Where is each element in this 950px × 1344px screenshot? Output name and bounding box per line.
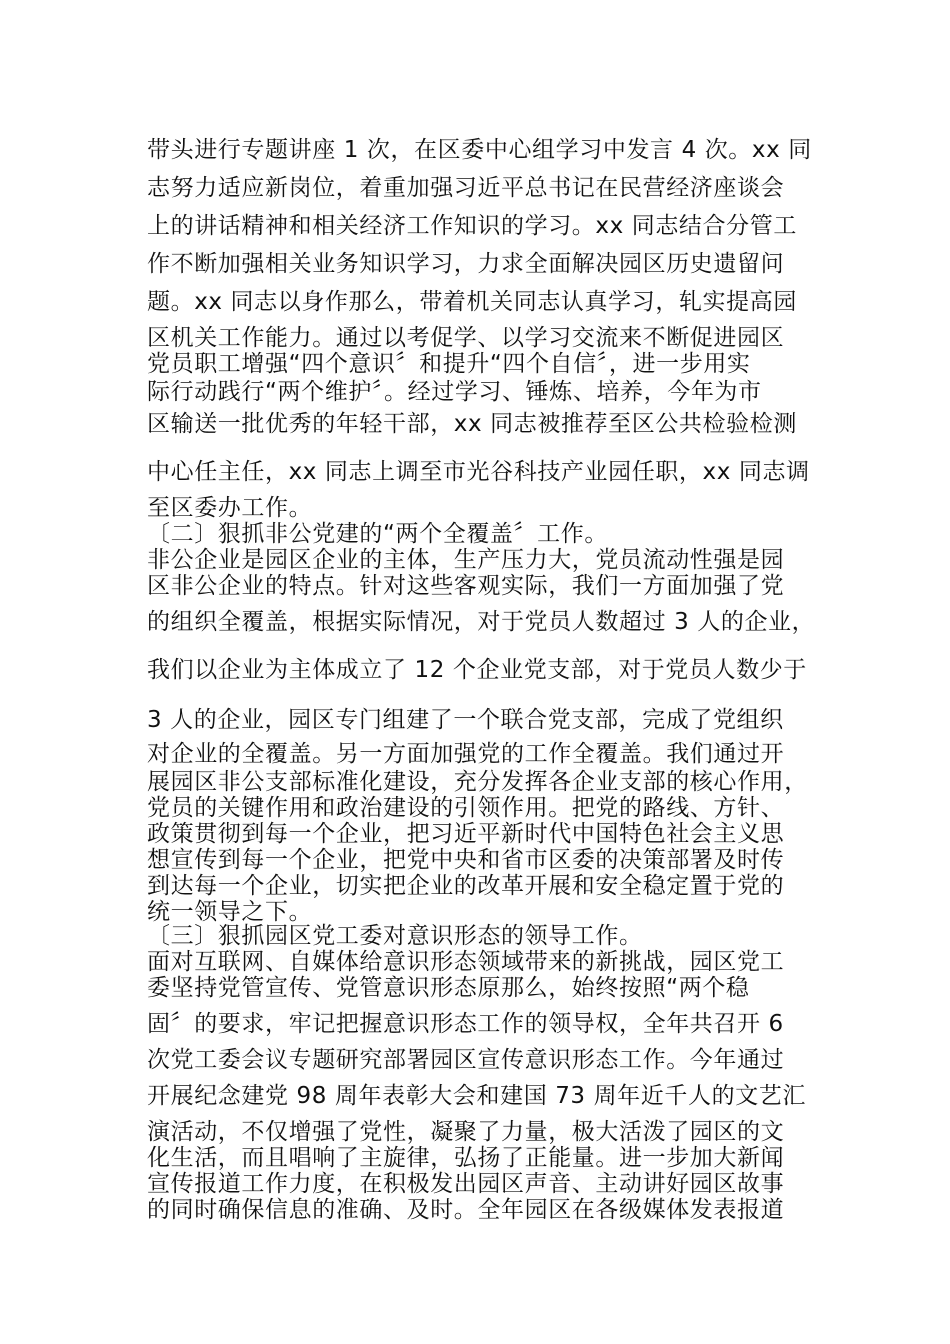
- text-line: 的组织全覆盖，根据实际情况，对于党员人数超过 3 人的企业，: [147, 609, 816, 635]
- text-line: 化生活，而且唱响了主旋律，弘扬了正能量。进一步加大新闻: [147, 1145, 785, 1171]
- text-line: 我们以企业为主体成立了 12 个企业党支部，对于党员人数少于: [147, 657, 807, 683]
- text-line: 区非公企业的特点。针对这些客观实际，我们一方面加强了党: [147, 573, 785, 599]
- text-line: 面对互联网、自媒体给意识形态领域带来的新挑战，园区党工: [147, 949, 785, 975]
- text-line: 区输送一批优秀的年轻干部，xx 同志被推荐至区公共检验检测: [147, 411, 797, 437]
- text-line: 至区委办工作。: [147, 495, 313, 521]
- text-line: 演活动，不仅增强了党性，凝聚了力量，极大活泼了园区的文: [147, 1119, 785, 1145]
- text-line: 次党工委会议专题研究部署园区宣传意识形态工作。今年通过: [147, 1047, 785, 1073]
- text-line: 区机关工作能力。通过以考促学、以学习交流来不断促进园区: [147, 325, 785, 351]
- text-line: 展园区非公支部标准化建设，充分发挥各企业支部的核心作用，: [147, 769, 808, 795]
- text-line: 的同时确保信息的准确、及时。全年园区在各级媒体发表报道: [147, 1197, 785, 1223]
- section-heading: 〔三〕狠抓园区党工委对意识形态的领导工作。: [147, 923, 643, 949]
- text-line: 3 人的企业，园区专门组建了一个联合党支部，完成了党组织: [147, 707, 784, 733]
- text-line: 非公企业是园区企业的主体，生产压力大，党员流动性强是园: [147, 547, 785, 573]
- text-line: 到达每一个企业，切实把企业的改革开展和安全稳定置于党的: [147, 873, 785, 899]
- text-line: 党员职工增强“四个意识〞和提升“四个自信〞，进一步用实: [147, 351, 751, 377]
- text-line: 委坚持党管宣传、党管意识形态原那么，始终按照“两个稳: [147, 975, 750, 1001]
- text-line: 中心任主任，xx 同志上调至市光谷科技产业园任职，xx 同志调: [147, 459, 810, 485]
- text-line: 党员的关键作用和政治建设的引领作用。把党的路线、方针、: [147, 795, 785, 821]
- text-line: 开展纪念建党 98 周年表彰大会和建国 73 周年近千人的文艺汇: [147, 1083, 806, 1109]
- text-line: 作不断加强相关业务知识学习，力求全面解决园区历史遗留问: [147, 251, 785, 277]
- text-line: 题。xx 同志以身作那么，带着机关同志认真学习，轧实提高园: [147, 289, 797, 315]
- text-line: 际行动践行“两个维护〞。经过学习、锤炼、培养，今年为市: [147, 379, 762, 405]
- text-line: 志努力适应新岗位，着重加强习近平总书记在民营经济座谈会: [147, 175, 785, 201]
- text-line: 固〞的要求，牢记把握意识形态工作的领导权，全年共召开 6: [147, 1011, 784, 1037]
- text-line: 统一领导之下。: [147, 899, 313, 925]
- text-line: 宣传报道工作力度，在积极发出园区声音、主动讲好园区故事: [147, 1171, 785, 1197]
- text-line: 对企业的全覆盖。另一方面加强党的工作全覆盖。我们通过开: [147, 741, 785, 767]
- section-heading: 〔二〕狠抓非公党建的“两个全覆盖〞工作。: [147, 521, 608, 547]
- text-line: 政策贯彻到每一个企业，把习近平新时代中国特色社会主义思: [147, 821, 785, 847]
- text-line: 上的讲话精神和相关经济工作知识的学习。xx 同志结合分管工: [147, 213, 797, 239]
- text-line: 想宣传到每一个企业，把党中央和省市区委的决策部署及时传: [147, 847, 785, 873]
- text-line: 带头进行专题讲座 1 次，在区委中心组学习中发言 4 次。xx 同: [147, 137, 812, 163]
